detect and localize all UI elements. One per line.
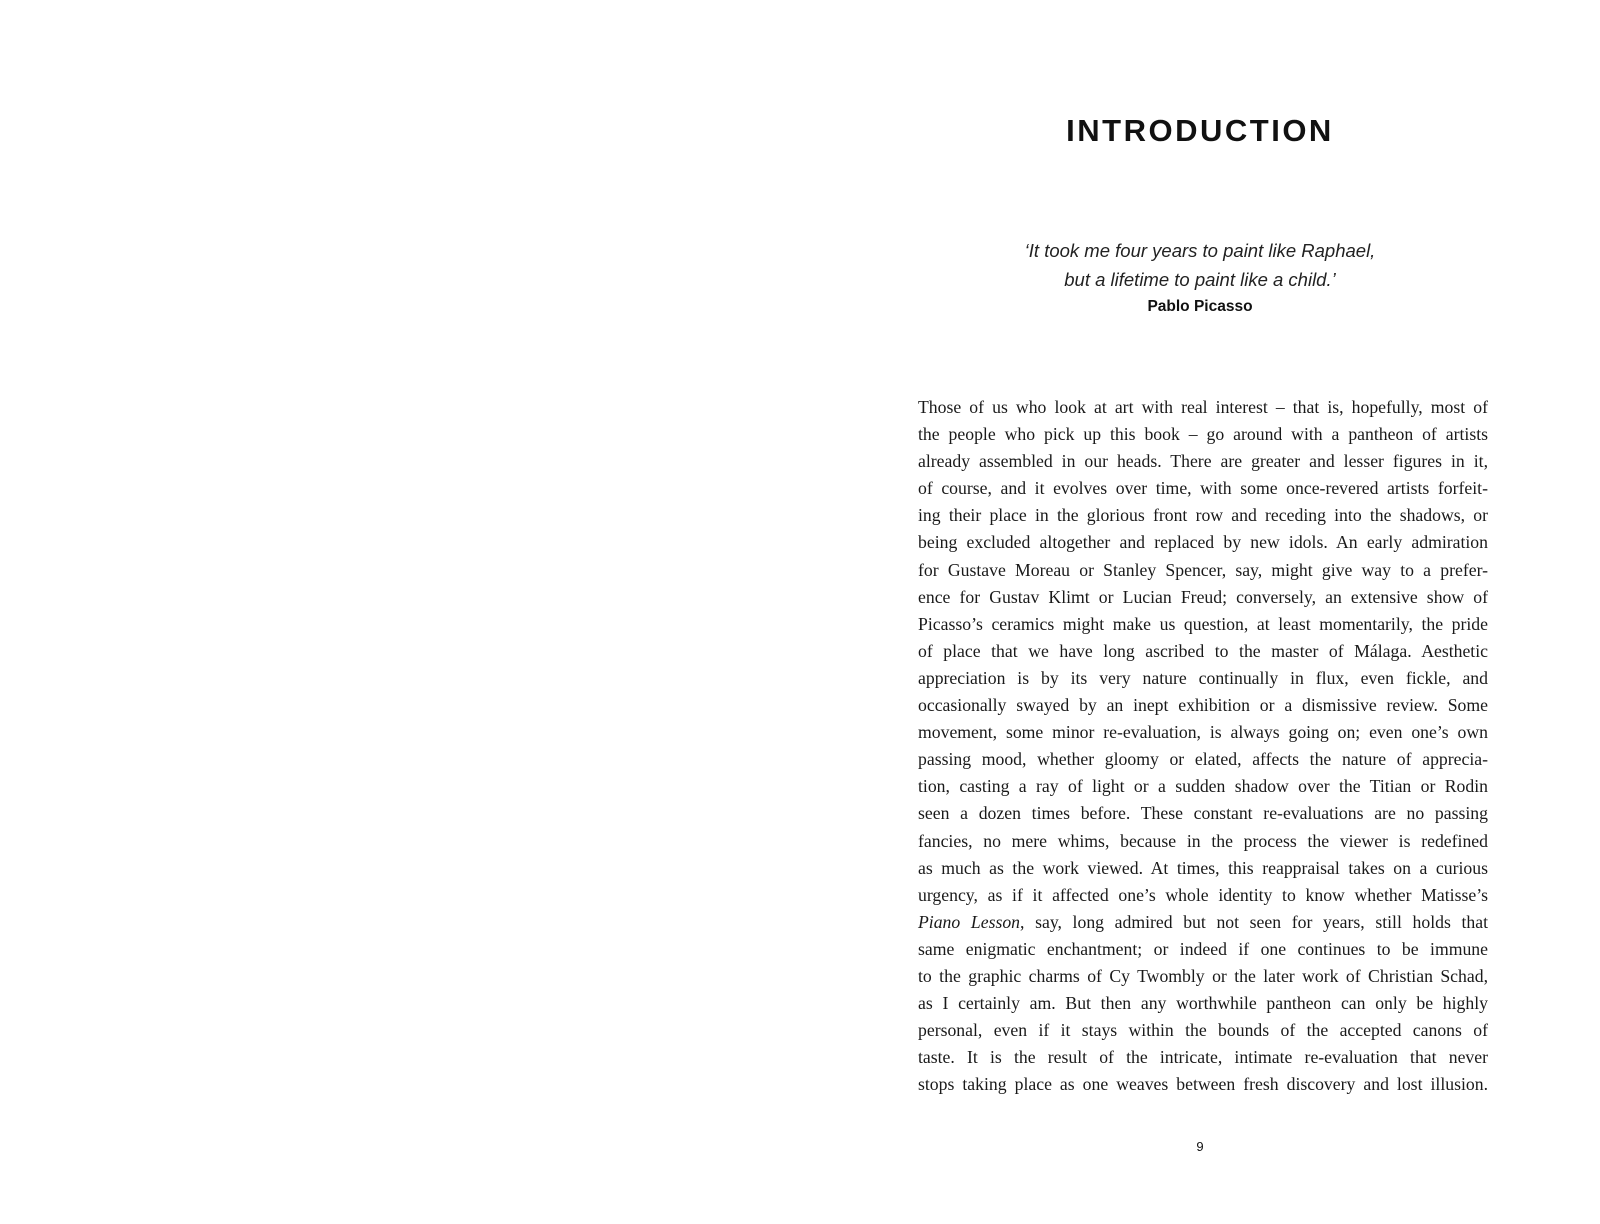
body-line: Those of us who look at art with real interest – that is, hopefully, most of	[918, 397, 1488, 417]
body-line: personal, even if it stays within the bounds of the accepted canons of	[918, 1020, 1488, 1041]
body-line: to the graphic charms of Cy Twombly or the later work of Christian Schad,	[918, 965, 1488, 986]
body-line: urgency, as if it affected one’s whole identity to know whether Matisse’s	[918, 884, 1488, 905]
body-line: as I certainly am. But then any worthwhile pantheon can only be highly	[918, 993, 1488, 1014]
body-line: tion, casting a ray of light or a sudden shadow over the Titian or Rodin	[918, 776, 1488, 797]
body-line: for Gustave Moreau or Stanley Spencer, say, might give way to a prefer-	[918, 559, 1488, 580]
epigraph-author: Pablo Picasso	[1147, 298, 1253, 315]
body-line: stops taking place as one weaves between fresh discovery and lost illusion.	[918, 1074, 1488, 1095]
body-line: taste. It is the result of the intricate, intimate re-evaluation that never	[918, 1047, 1488, 1068]
epigraph	[800, 236, 1600, 318]
body-line: as much as the work viewed. At times, this reappraisal takes on a curious	[918, 857, 1488, 878]
body-line: appreciation is by its very nature continually in flux, even fickle, and	[918, 667, 1488, 688]
body-line: fancies, no mere whims, because in the process the viewer is redefined	[918, 830, 1488, 851]
body-line: of course, and it evolves over time, with some once-revered artists forfeit-	[918, 478, 1488, 499]
body-paragraph	[918, 394, 1488, 1098]
body-line: Picasso’s ceramics might make us question, at least momentarily, the pride	[918, 613, 1488, 634]
body-line: movement, some minor re-evaluation, is always going on; even one’s own	[918, 722, 1488, 743]
chapter-title: INTRODUCTION	[1066, 113, 1334, 148]
body-line: passing mood, whether gloomy or elated, affects the nature of apprecia-	[918, 749, 1488, 770]
epigraph-line: ‘It took me four years to paint like Raphael,	[1024, 240, 1376, 261]
body-line: ing their place in the glorious front row and receding into the shadows, or	[918, 505, 1488, 526]
body-line: the people who pick up this book – go around with a pantheon of artists	[918, 424, 1488, 445]
body-line-with-italic-title	[918, 909, 1488, 936]
body-line: of place that we have long ascribed to the master of Málaga. Aesthetic	[918, 640, 1488, 661]
right-page	[800, 0, 1600, 1224]
body-line: ence for Gustav Klimt or Lucian Freud; conversely, an extensive show of	[918, 586, 1488, 607]
body-line-rest: , say, long admired but not seen for years, still holds that	[1020, 911, 1488, 932]
artwork-title: Piano Lesson	[918, 911, 1021, 932]
body-line: already assembled in our heads. There are greater and lesser figures in it,	[918, 451, 1488, 472]
body-line: seen a dozen times before. These constant re-evaluations are no passing	[918, 803, 1488, 824]
body-line: same enigmatic enchantment; or indeed if one continues to be immune	[918, 938, 1488, 959]
body-line: occasionally swayed by an inept exhibition or a dismissive review. Some	[918, 695, 1488, 716]
page-number: 9	[1196, 1139, 1204, 1154]
epigraph-line: but a lifetime to paint like a child.’	[1064, 269, 1336, 290]
body-line: being excluded altogether and replaced by new idols. An early admiration	[918, 532, 1488, 553]
